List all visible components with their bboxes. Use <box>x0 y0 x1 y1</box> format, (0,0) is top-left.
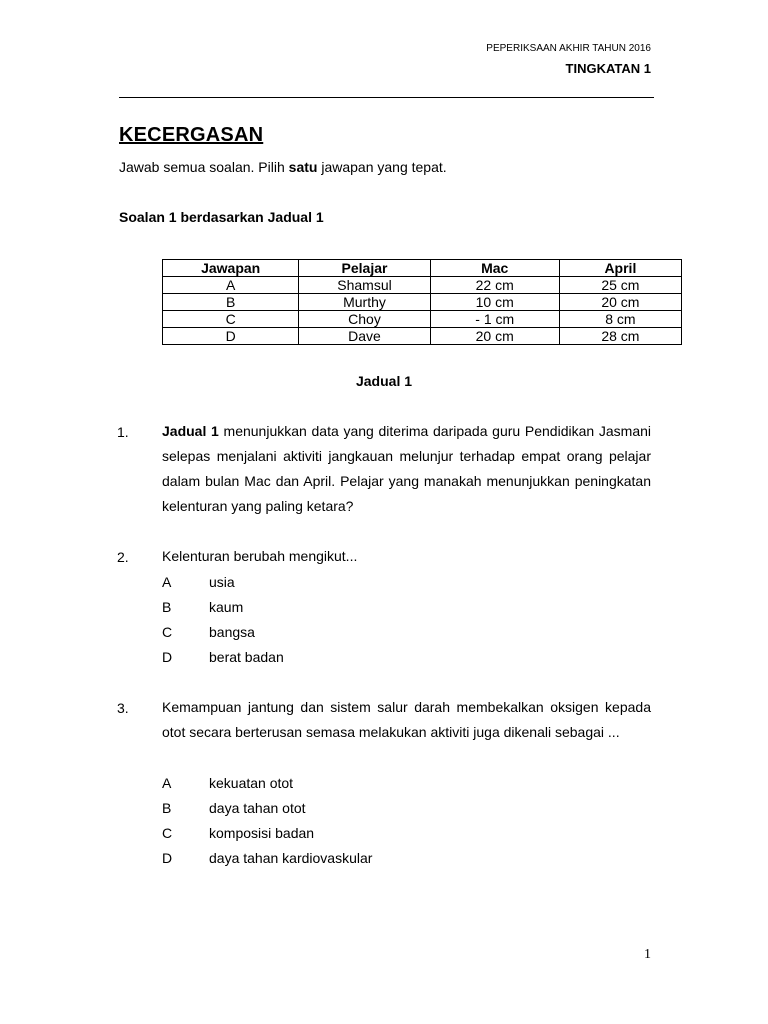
option-text: kaum <box>209 599 244 615</box>
option-text: daya tahan kardiovaskular <box>209 850 373 866</box>
table-subheading: Soalan 1 berdasarkan Jadual 1 <box>119 209 324 225</box>
option-text: kekuatan otot <box>209 775 294 791</box>
question-3-text: Kemampuan jantung dan sistem salur darah membekalkan oksigen kepada otot secara berterusan semasa melakukan aktiviti juga dikenali sebagai ... <box>162 699 651 740</box>
option-text: berat badan <box>209 649 284 665</box>
question-1-text <box>162 419 651 519</box>
instruction-bold: satu <box>288 159 318 175</box>
table-cell: 10 cm <box>430 294 559 311</box>
table-header-cell: Pelajar <box>299 260 430 277</box>
option-letter: B <box>162 599 172 615</box>
table-header-row <box>163 260 682 277</box>
instruction-pre: Jawab semua soalan. Pilih <box>119 159 289 175</box>
table-header-cell: Jawapan <box>163 260 299 277</box>
table-row <box>163 277 682 294</box>
option-text: komposisi badan <box>209 825 315 841</box>
table-row <box>163 294 682 311</box>
question-1-bold: Jadual 1 <box>162 423 219 439</box>
header-divider <box>119 97 654 98</box>
option-letter: C <box>162 624 173 640</box>
table-cell: 22 cm <box>430 277 559 294</box>
question-1-body: menunjukkan data yang diterima daripada guru Pendidikan Jasmani selepas menjalani aktiviti jangkauan melunjur terhadap empat orang pelajar dalam bulan Mac dan April. Pelajar yang manakah menunjukkan peningkatan kelenturan yang paling ketara? <box>162 423 651 514</box>
instruction-post: jawapan yang tepat. <box>317 159 447 175</box>
question-1-number: 1. <box>117 424 129 440</box>
option-text: usia <box>209 574 235 590</box>
question-2-number: 2. <box>117 549 129 565</box>
question-3-number: 3. <box>117 700 129 716</box>
table-cell: D <box>163 328 299 345</box>
table-cell: Shamsul <box>299 277 430 294</box>
table-cell: Murthy <box>299 294 430 311</box>
table-cell: A <box>163 277 299 294</box>
table-cell: Dave <box>299 328 430 345</box>
table-caption: Jadual 1 <box>355 373 413 389</box>
page-number: 1 <box>644 947 651 962</box>
option-letter: C <box>162 825 173 841</box>
table-header-cell: April <box>559 260 681 277</box>
option-letter: A <box>162 775 172 791</box>
option-letter: D <box>162 850 173 866</box>
exam-title: PEPERIKSAAN AKHIR TAHUN 2016 <box>486 43 651 54</box>
table-cell: 20 cm <box>559 294 681 311</box>
section-title: KECERGASAN <box>119 124 264 146</box>
table-row <box>163 328 682 345</box>
option-text: bangsa <box>209 624 255 640</box>
instructions <box>119 159 447 175</box>
table-cell: 25 cm <box>559 277 681 294</box>
table-header-cell: Mac <box>430 260 559 277</box>
table-cell: 28 cm <box>559 328 681 345</box>
table-cell: C <box>163 311 299 328</box>
option-text: daya tahan otot <box>209 800 306 816</box>
option-letter: B <box>162 800 172 816</box>
option-letter: A <box>162 574 172 590</box>
option-letter: D <box>162 649 173 665</box>
table-row <box>163 311 682 328</box>
table-cell: 20 cm <box>430 328 559 345</box>
table-cell: - 1 cm <box>430 311 559 328</box>
data-table <box>162 259 682 345</box>
form-level: TINGKATAN 1 <box>565 61 651 76</box>
table-cell: B <box>163 294 299 311</box>
table-cell: 8 cm <box>559 311 681 328</box>
question-2-text: Kelenturan berubah mengikut... <box>162 548 358 564</box>
table-cell: Choy <box>299 311 430 328</box>
